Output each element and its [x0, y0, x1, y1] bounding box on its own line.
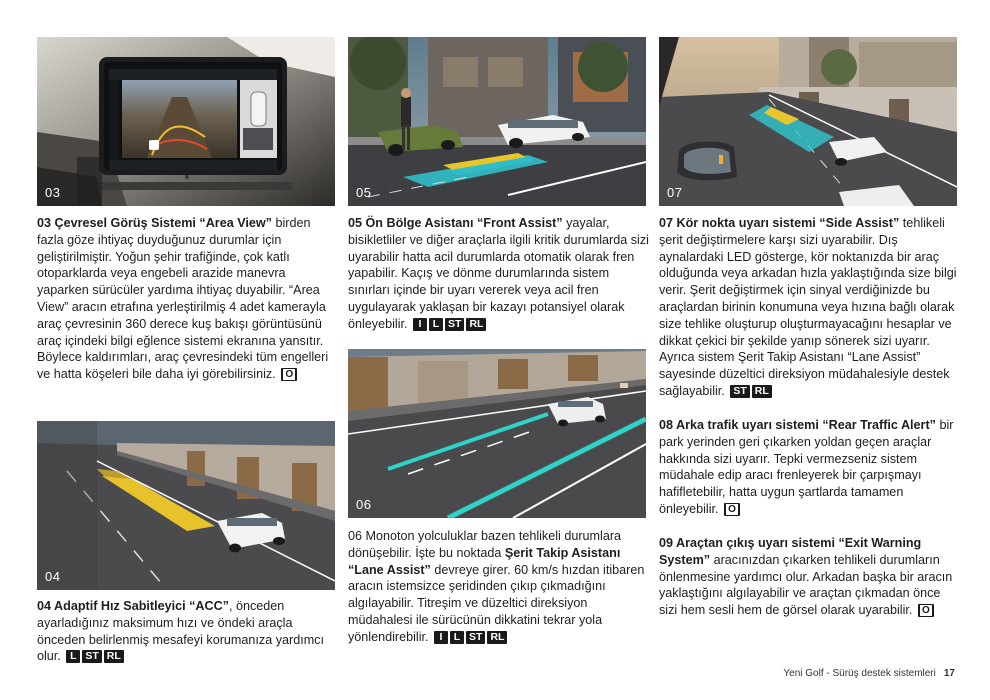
photo-acc: [37, 421, 335, 590]
page-number: 17: [943, 668, 955, 679]
footer-label: Yeni Golf - Sürüş destek sistemleri: [783, 668, 936, 679]
section-09-exit-warning: [659, 535, 959, 619]
equipment-badges: [728, 384, 771, 398]
photo-area-view: [37, 37, 335, 206]
section-title: 03 Çevresel Görüş Sistemi “Area View”: [37, 216, 272, 230]
badge-rl: RL: [104, 650, 124, 663]
photo-number: 06: [356, 497, 372, 512]
equipment-badges: [432, 630, 507, 644]
badge-l: L: [450, 631, 464, 644]
section-05-front-assist: [348, 215, 653, 333]
badge-rl: RL: [466, 318, 486, 331]
badge-l: L: [66, 650, 80, 663]
badge-rl: RL: [752, 385, 772, 398]
section-title: Şerit Takip Asistanı “Lane Assist”: [348, 545, 621, 577]
badge-i: I: [434, 631, 448, 644]
photo-front-assist: [348, 37, 646, 206]
section-body: , önceden ayarladığınız maksimum hızı ve öndeki araçla önceden belirlenmiş mesafeyi korumanıza yardımcı olur.: [37, 599, 324, 664]
page-footer: [783, 668, 955, 679]
badge-o: O: [724, 503, 740, 516]
section-body: Monoton yolculuklar bazen tehlikeli durumlara dönüşebilir. İşte bu noktada: [348, 529, 622, 560]
badge-o: O: [281, 368, 297, 381]
equipment-badges: [279, 367, 297, 381]
section-title: 08 Arka trafik uyarı sistemi “Rear Traffic Alert”: [659, 418, 936, 432]
photo-lane-assist: [348, 349, 646, 518]
photo-side-assist: [659, 37, 957, 206]
equipment-badges: [916, 603, 934, 617]
section-title: 09 Araçtan çıkış uyarı sistemi “Exit Warning System”: [659, 536, 922, 567]
equipment-badges: [64, 649, 123, 663]
section-body: bir park yerinden geri çıkarken yoldan geçen araçlar hakkında sizi uyarır. Tepki vermezseniz sistem müdahale edip aracı frenleyerek bir çarpışmayı hafifletebilir, hatta uygun şartlarda tamamen önleyebilir.: [659, 418, 954, 516]
section-title: 04 Adaptif Hız Sabitleyici “ACC”: [37, 599, 229, 613]
photo-number: 04: [45, 569, 61, 584]
photo-number: 07: [667, 185, 683, 200]
badge-i: I: [413, 318, 427, 331]
section-08-rear-traffic-alert: [659, 417, 959, 518]
badge-st: ST: [466, 631, 485, 644]
section-07-side-assist: [659, 215, 959, 400]
section-06-lane-assist: [348, 528, 653, 646]
section-body: birden fazla göze ihtiyaç duyduğunuz durumlar için geliştirilmiştir. Yoğun şehir trafiğinde, çok katlı otoparklarda veya engebeli arazide manevra yaparken sürücüler yardıma ihtiyaç duyabilir. “Area View” aracın etrafına yerleştirilmiş 4 adet kamerayla araç çevresinin 360 derece kuş bakışı görüntüsünü araç içindeki bilgi eğlence sistemi ekranına yansıtır. Böylece kaldırımları, araç çevresindeki tüm engelleri ve hatta köşeleri bile daha iyi görebilirsiniz.: [37, 216, 329, 382]
section-04-acc: [37, 598, 342, 665]
section-body: tehlikeli şerit değiştirmelere karşı sizi uyarabilir. Dış aynalardaki LED gösterge, kör noktanızda bir araç olduğunda veya arkadan hızla yaklaştığında size bilgi verir. Şerit değiştirmek için sinyal verdiğinizde bu araçlardan birinin konumuna veya hızına bağlı olarak size tehlike oluşturup oluşturmayacağını hesaplar ve dikkat çekici bir şekilde yanıp sönerek sizi uyarır. Ayrıca sistem Şerit Takip Asistanı “Lane Assist” sayesinde düzeltici direksiyon müdahalesiyle destek sağlayabilir.: [659, 216, 957, 398]
section-title: 05 Ön Bölge Asistanı “Front Assist”: [348, 216, 563, 230]
badge-st: ST: [445, 318, 464, 331]
equipment-badges: [411, 317, 486, 331]
badge-rl: RL: [487, 631, 507, 644]
section-body-continued: devreye girer. 60 km/s hızdan itibaren aracın istemsizce şeridinden çıkıp çıkmadığını algılayabilir. Titreşim ve düzeltici direksiyon müdahalesi ile sürücünün dikkatini tekrar yola yönlendirebilir.: [348, 562, 645, 644]
photo-number: 05: [356, 185, 372, 200]
section-body: yayalar, bisikletliler ve diğer araçlarla ilgili kritik durumlarda sizi uyarabilir hatta acil durumlarda otomatik olarak fren yapabilir. Kaçış ve dönme durumlarında sistem sınırları içinde bir uyarı vererek veya acil fren uygulayarak yaklaşan bir kazayı potansiyel olarak önleyebilir.: [348, 216, 649, 331]
section-number: 06: [348, 529, 363, 543]
badge-st: ST: [82, 650, 101, 663]
section-03-area-view: [37, 215, 337, 383]
photo-number: 03: [45, 185, 61, 200]
badge-l: L: [429, 318, 443, 331]
equipment-badges: [722, 502, 740, 516]
section-body: aracınızdan çıkarken tehlikeli durumların önlenmesine yardımcı olur. Arkadan başka bir aracın yaklaştığını algılayabilir ve araçtan çıkmadan önce sizi hem sesli hem de görsel olarak uyarabilir.: [659, 552, 953, 618]
section-title: 07 Kör nokta uyarı sistemi “Side Assist”: [659, 216, 900, 230]
badge-o: O: [918, 604, 934, 617]
badge-st: ST: [730, 385, 749, 398]
